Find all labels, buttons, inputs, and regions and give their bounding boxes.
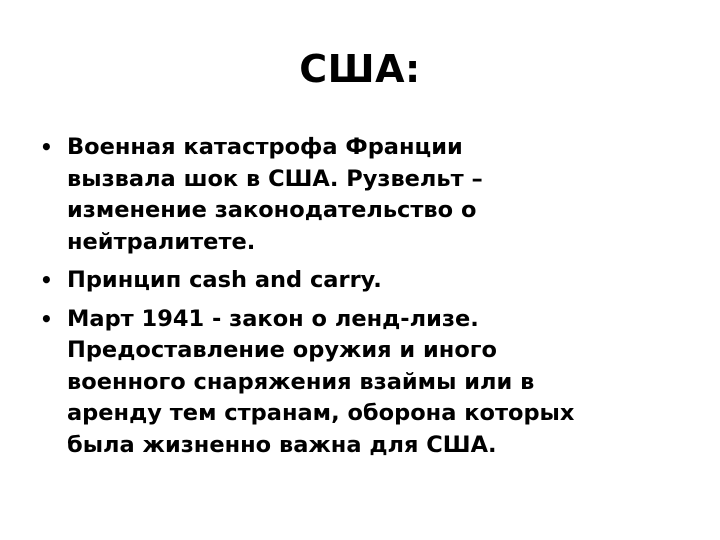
slide-title: США: <box>299 47 421 91</box>
bullet-text: Март 1941 - закон о ленд-лизе. Предоставление оружия и иного военного снаряжения взаймы или в аренду тем странам, оборона которых была жизненно важна для США. <box>67 305 575 458</box>
bullet-item <box>40 265 690 297</box>
bullet-dot-icon: • <box>40 268 53 292</box>
bullet-item <box>40 304 690 462</box>
bullet-dot-icon: • <box>40 306 53 331</box>
bullet-text: Принцип cash and carry. <box>67 267 382 293</box>
bullet-dot-icon: • <box>40 135 53 159</box>
bullet-list <box>40 132 690 468</box>
bullet-text: Военная катастрофа Франции вызвала шок в США. Рузвельт – изменение законодательство о нейтралитете. <box>67 134 483 255</box>
bullet-item <box>40 132 690 258</box>
